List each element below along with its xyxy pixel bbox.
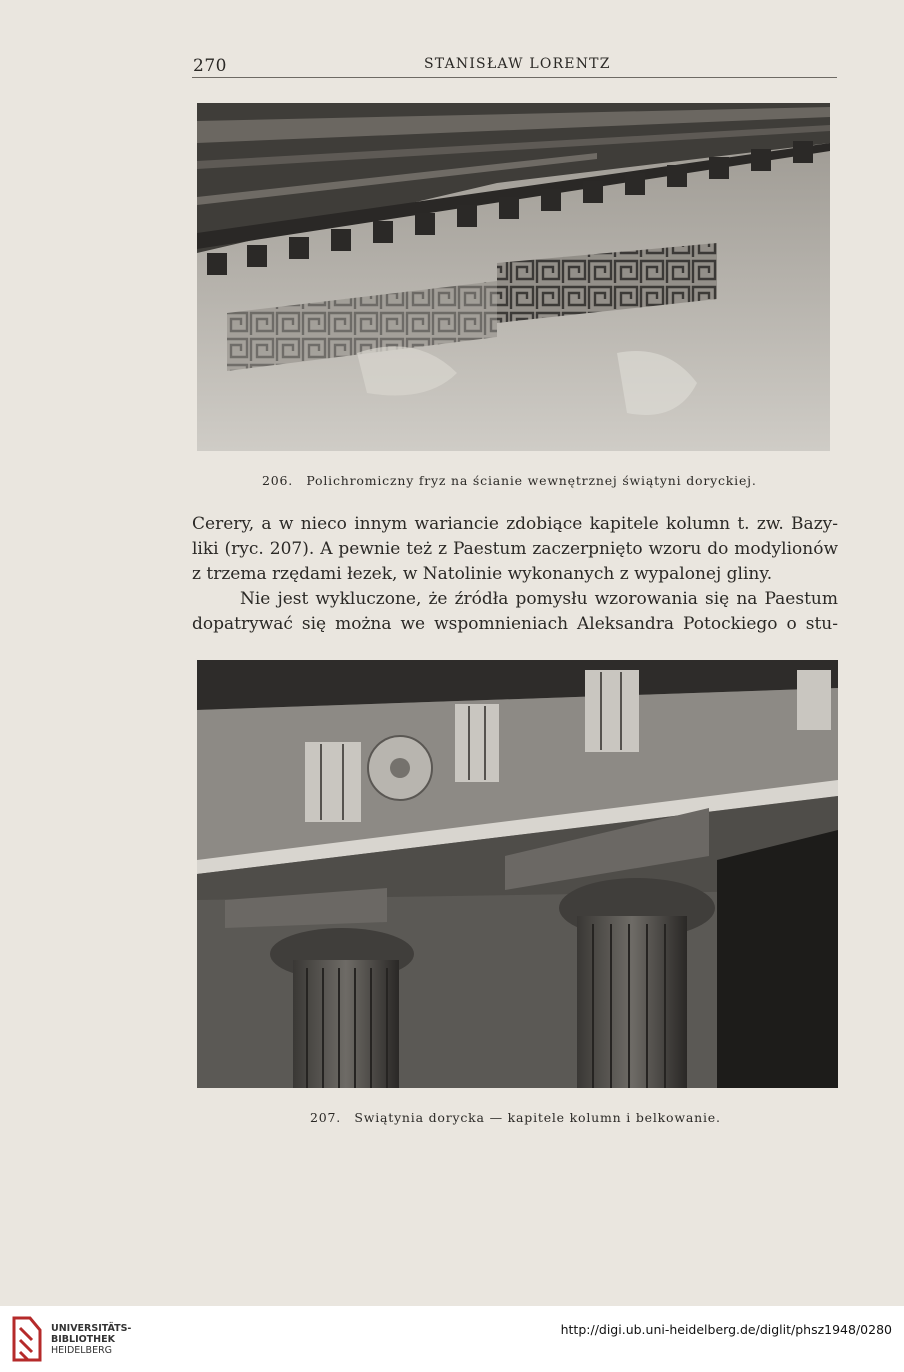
header-rule (192, 77, 837, 78)
figure-206-photo (197, 103, 830, 451)
library-logo-icon (10, 1316, 44, 1366)
running-head: STANISŁAW LORENTZ (424, 56, 611, 72)
body-line: z trzema rzędami łezek, w Natolinie wykonanych z wypalonej gliny. (192, 564, 773, 584)
library-line-1: UNIVERSITÄTS- (51, 1323, 132, 1334)
body-line: liki (ryc. 207). A pewnie też z Paestum zaczerpnięto wzoru do modylionów (192, 539, 838, 559)
figure-206-caption: 206. Polichromiczny fryz na ścianie wewnętrznej świątyni doryckiej. (262, 473, 757, 488)
footer-bar (0, 1306, 904, 1372)
figure-207-caption: 207. Swiątynia dorycka — kapitele kolumn i belkowanie. (310, 1110, 721, 1125)
body-text (192, 512, 838, 637)
library-line-2: BIBLIOTHEK (51, 1334, 115, 1345)
figure-207-photo (197, 660, 838, 1088)
library-name (51, 1323, 131, 1356)
body-line: dopatrywać się można we wspomnieniach Aleksandra Potockiego o stu- (192, 614, 838, 634)
page-number: 270 (193, 56, 227, 76)
body-line: Nie jest wykluczone, że źródła pomysłu wzorowania się na Paestum (240, 589, 838, 609)
permalink-url[interactable]: http://digi.ub.uni-heidelberg.de/diglit/phsz1948/0280 (560, 1322, 892, 1337)
body-line: Cerery, a w nieco innym wariancie zdobiące kapitele kolumn t. zw. Bazy- (192, 514, 838, 534)
library-line-3: HEIDELBERG (51, 1345, 113, 1356)
